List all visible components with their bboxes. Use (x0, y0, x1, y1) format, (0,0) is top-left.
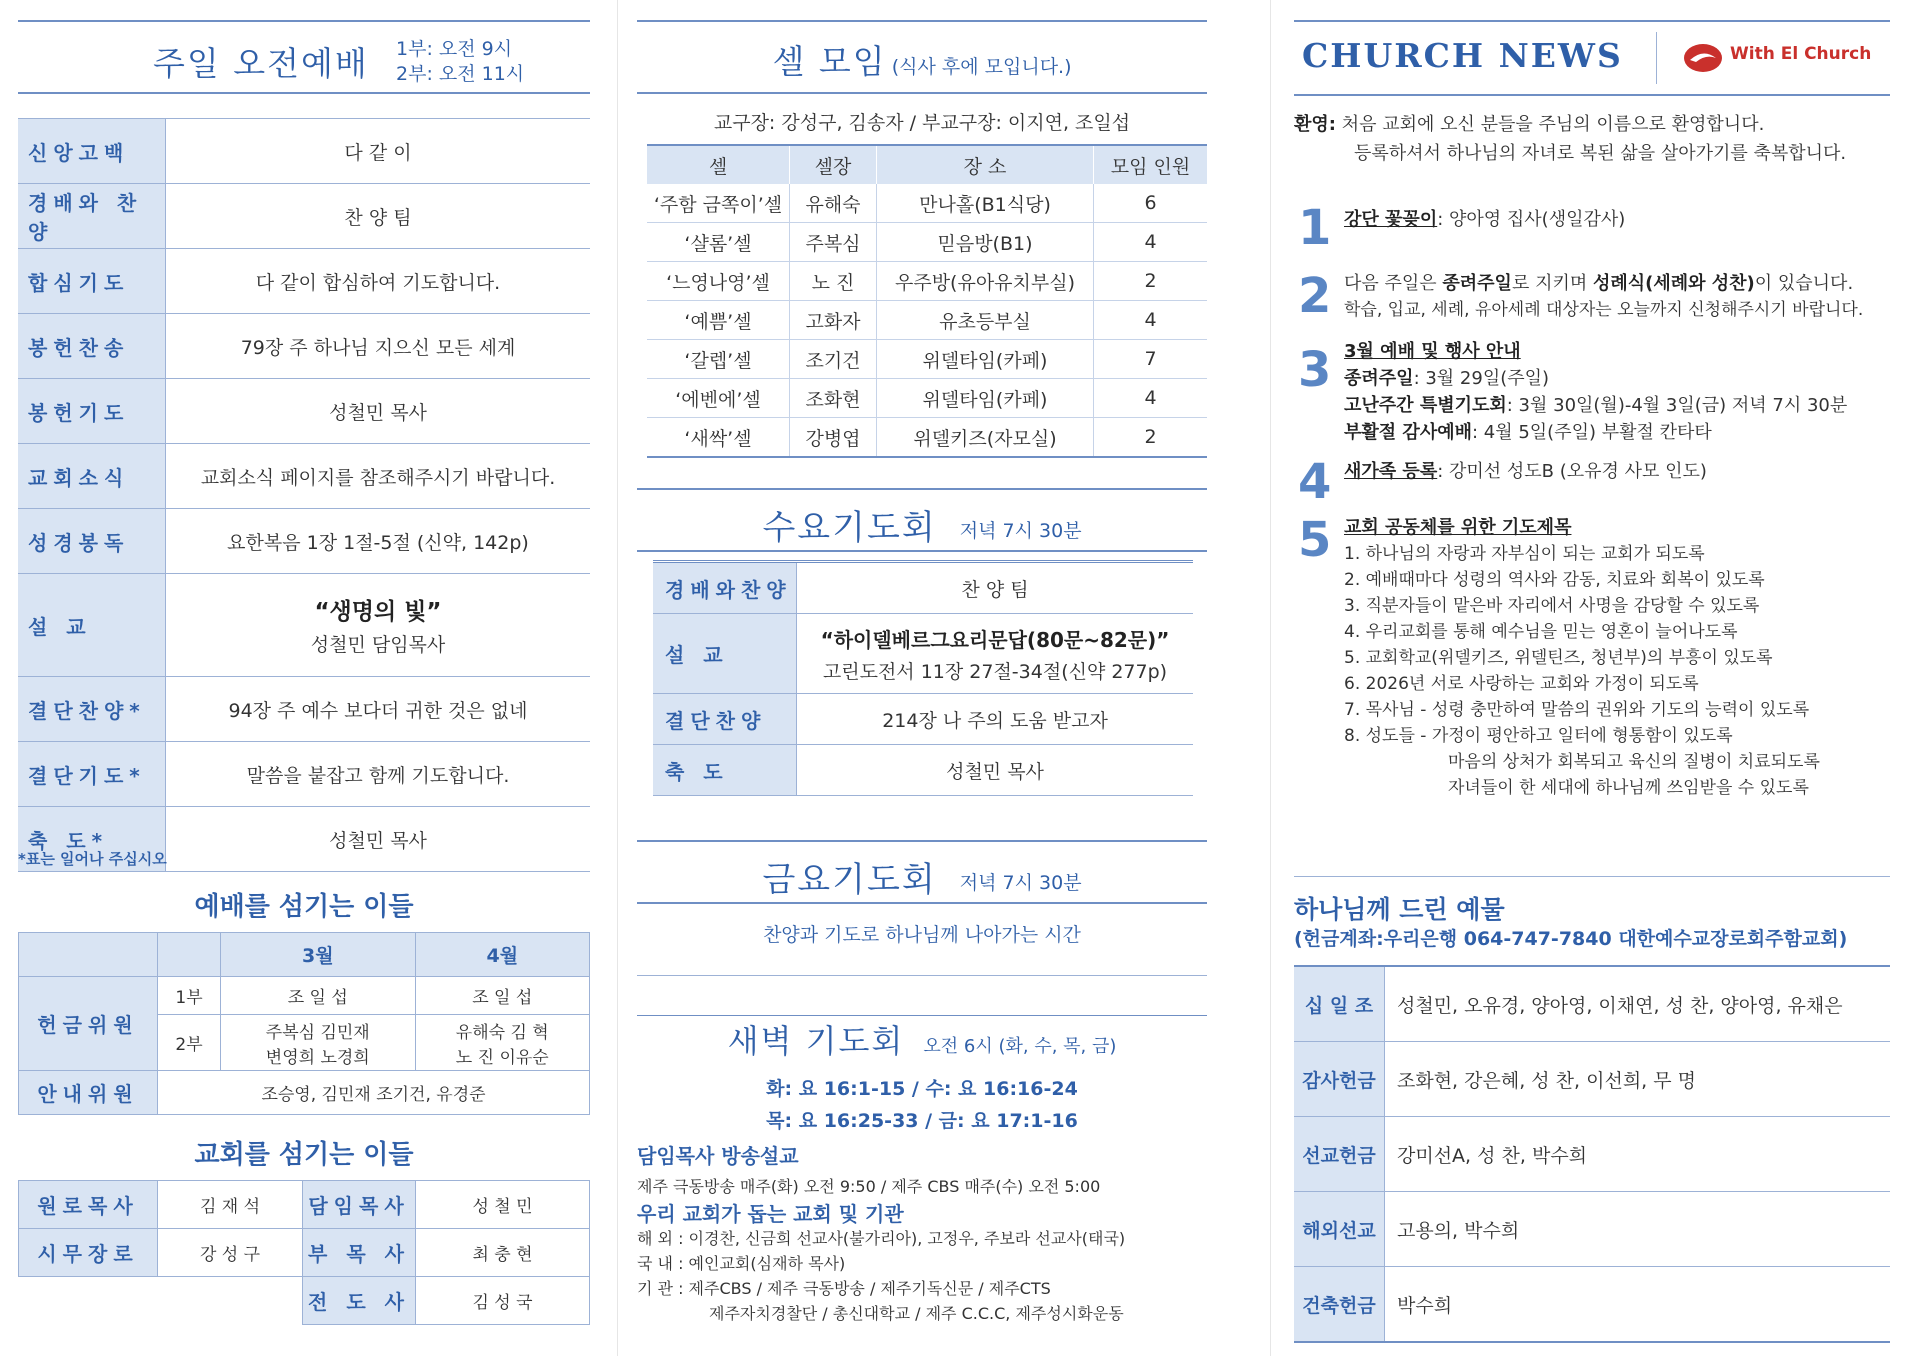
order-of-worship (18, 118, 590, 872)
welcome-text: 등록하셔서 하나님의 자녀로 복된 삶을 살아가기를 축복합니다. (1354, 143, 1847, 164)
wed-sermon-title: “하이델베르그요리문답(80문~82문)” (820, 627, 1170, 652)
order-label: 신앙고백 (18, 119, 166, 184)
news-number: 4 (1298, 454, 1332, 510)
server-names (221, 1015, 416, 1071)
table-row (647, 184, 1207, 223)
news-number: 3 (1298, 342, 1332, 398)
news-number: 5 (1298, 512, 1332, 568)
cell-leader: 고화자 (790, 301, 877, 340)
table-row (647, 301, 1207, 340)
cell-meeting-title: 셀 모임 (772, 42, 887, 81)
news-body (1344, 458, 1890, 485)
welcome-text: 처음 교회에 오신 분들을 주님의 이름으로 환영합니다. (1341, 114, 1765, 135)
prayer-item: 2. 예배때마다 성령의 역사와 감동, 치료와 회복이 있도록 (1344, 570, 1765, 590)
table-row (647, 262, 1207, 301)
friday-prayer-header (637, 840, 1207, 904)
server-name: 노 진 이유순 (455, 1047, 549, 1068)
wed-label: 축 도 (653, 745, 797, 796)
news-bold: 부활절 감사예배 (1344, 422, 1472, 443)
prayer-item: 5. 교회학교(위델키즈, 위델틴즈, 청년부)의 부흥이 있도록 (1344, 648, 1773, 668)
meetings-column (637, 0, 1207, 1356)
prayer-item: 1. 하나님의 자랑과 자부심이 되는 교회가 되도록 (1344, 544, 1705, 564)
role-label: 담임목사 (303, 1181, 416, 1229)
column-divider (617, 0, 618, 1356)
friday-prayer-time: 저녁 7시 30분 (959, 872, 1082, 894)
dawn-passage-line: 화: 요 16:1-15 / 수: 요 16:16-24 (766, 1078, 1078, 1100)
month-header: 3월 (221, 933, 416, 977)
wed-sermon (797, 614, 1194, 694)
order-label: 합심기도 (18, 249, 166, 314)
welcome-message (1294, 110, 1890, 168)
wednesday-prayer-table (653, 560, 1193, 796)
cell-place: 위델키즈(자모실) (877, 418, 1094, 458)
offering-names: 박수희 (1385, 1267, 1891, 1343)
order-label: 결단찬양* (18, 677, 166, 742)
server-name: 주복심 김민재 (265, 1022, 370, 1043)
table-row (647, 379, 1207, 418)
dawn-prayer-time: 오전 6시 (화, 수, 목, 금) (923, 1036, 1117, 1057)
cell-count: 6 (1094, 184, 1208, 223)
standing-note: *표는 일어나 주십시오 (18, 850, 167, 868)
role-label: 전 도 사 (303, 1277, 416, 1325)
support-line: 제주자치경찰단 / 총신대학교 / 제주 C.C.C, 제주성시화운동 (709, 1304, 1124, 1323)
news-line (1344, 392, 1890, 419)
welcome-label: 환영: (1294, 114, 1336, 135)
divider-line (637, 975, 1207, 976)
order-label: 교회소식 (18, 444, 166, 509)
servers-blank (19, 933, 158, 977)
wed-label: 경배와찬양 (653, 562, 797, 614)
news-body (1344, 270, 1890, 324)
role-label: 부 목 사 (303, 1229, 416, 1277)
news-text: : 3월 29일(주일) (1413, 368, 1550, 389)
order-value: 성철민 목사 (166, 807, 591, 872)
wed-label: 결단찬양 (653, 694, 797, 745)
server-name: 변영희 노경희 (265, 1047, 370, 1068)
news-bold: 강단 꽃꽂이 (1344, 209, 1438, 230)
news-line (1344, 514, 1890, 541)
servers-blank (158, 933, 221, 977)
wednesday-prayer-title: 수요기도회 (762, 508, 937, 548)
dawn-prayer-title: 새벽 기도회 (727, 1022, 905, 1060)
news-bold: 성례식(세례와 성찬) (1592, 273, 1755, 294)
church-servers-title: 교회를 섬기는 이들 (194, 1140, 414, 1170)
wed-label: 설 교 (653, 614, 797, 694)
offering-committee-label: 헌금위원 (19, 977, 158, 1071)
news-bold: 종려주일 (1344, 368, 1414, 389)
server-name: 조 일 섭 (415, 977, 589, 1015)
offering-names: 조화현, 강은혜, 성 찬, 이선희, 무 명 (1385, 1042, 1891, 1117)
sermon-preacher: 성철민 담임목사 (310, 634, 446, 656)
role-name: 성 철 민 (416, 1181, 590, 1229)
divider-line (1294, 876, 1890, 877)
offering-names: 성철민, 오유경, 양아영, 이채연, 성 찬, 양아영, 유채은 (1385, 966, 1891, 1042)
cell-place: 만나홀(B1식당) (877, 184, 1094, 223)
role-name: 강 성 구 (158, 1229, 303, 1277)
offering-account: (헌금계좌:우리은행 064-747-7840 대한예수교장로회주함교회) (1294, 928, 1848, 950)
news-body (1344, 514, 1890, 801)
offering-label: 감사헌금 (1294, 1042, 1385, 1117)
server-names (415, 1015, 589, 1071)
prayer-list (1344, 541, 1890, 801)
order-value: 찬 양 팀 (166, 184, 591, 249)
church-logo-icon (1682, 42, 1724, 74)
order-value: 말씀을 붙잡고 함께 기도합니다. (166, 742, 591, 807)
offering-names: 강미선A, 성 찬, 박수희 (1385, 1117, 1891, 1192)
order-value: 성철민 목사 (166, 379, 591, 444)
prayer-item: 7. 목사님 - 성령 충만하여 말씀의 권위와 기도의 능력이 있도록 (1344, 700, 1810, 720)
cell-count: 4 (1094, 223, 1208, 262)
order-label: 봉헌찬송 (18, 314, 166, 379)
news-line (1344, 338, 1890, 365)
offering-title: 하나님께 드린 예물 (1294, 895, 1505, 924)
usher-names: 조승영, 김민재 조기건, 유경준 (158, 1071, 590, 1115)
order-label: 설 교 (18, 574, 166, 677)
servers-table (18, 932, 590, 1115)
offering-names: 고용의, 박수희 (1385, 1192, 1891, 1267)
prayer-item: 마음의 상처가 회복되고 육신의 질병이 치료되도록 (1448, 752, 1820, 772)
order-label: 축 도* (18, 807, 166, 872)
news-text: : 강미선 성도B (오유경 사모 인도) (1437, 461, 1707, 482)
wed-sermon-ref: 고린도전서 11장 27절-34절(신약 277p) (822, 660, 1168, 683)
header-separator (1656, 32, 1657, 84)
server-name: 조 일 섭 (221, 977, 416, 1015)
news-text: 이 있습니다. (1754, 273, 1854, 294)
prayer-item: 8. 성도들 - 가정이 평안하고 일터에 형통함이 있도록 (1344, 726, 1733, 746)
order-label: 성경봉독 (18, 509, 166, 574)
service-title: 주일 오전예배 (153, 44, 369, 83)
support-line: 국 내 : 예인교회(심재하 목사) (637, 1254, 846, 1273)
church-logo-text: With El Church (1730, 44, 1872, 64)
news-body (1344, 206, 1890, 233)
support-line: 기 관 : 제주CBS / 제주 극동방송 / 제주기독신문 / 제주CTS (637, 1279, 1051, 1298)
column-divider (1270, 0, 1271, 1356)
cell-place: 위델타임(카페) (877, 340, 1094, 379)
news-column (1294, 0, 1890, 1356)
cell-name: ‘새싹’셀 (647, 418, 790, 458)
cell-leader: 노 진 (790, 262, 877, 301)
offering-table (1294, 965, 1890, 1343)
friday-prayer-title: 금요기도회 (762, 860, 937, 900)
service-part: 1부 (158, 977, 221, 1015)
prayer-item: 3. 직분자들이 맡은바 자리에서 사명을 감당할 수 있도록 (1344, 596, 1760, 616)
order-value: 요한복음 1장 1절-5절 (신약, 142p) (166, 509, 591, 574)
news-line (1344, 270, 1890, 297)
news-text: : 3월 30일(월)-4월 3일(금) 저녁 7시 30분 (1506, 395, 1848, 416)
news-bold: 종려주일 (1442, 273, 1512, 294)
prayer-item: 4. 우리교회를 통해 예수님을 믿는 영혼이 늘어나도록 (1344, 622, 1738, 642)
table-row (647, 223, 1207, 262)
cell-meeting-header (637, 20, 1207, 94)
order-value: 94장 주 예수 보다더 귀한 것은 없네 (166, 677, 591, 742)
prayer-item: 6. 2026년 서로 사랑하는 교회와 가정이 되도록 (1344, 674, 1699, 694)
support-title: 우리 교회가 돕는 교회 및 기관 (637, 1202, 904, 1226)
wed-value: 214장 나 주의 도움 받고자 (797, 694, 1194, 745)
role-label: 시무장로 (19, 1229, 158, 1277)
friday-prayer-text: 찬양과 기도로 하나님께 나아가는 시간 (763, 924, 1081, 946)
news-body (1344, 338, 1890, 446)
news-text: 로 지키며 (1511, 273, 1593, 294)
order-label: 봉헌기도 (18, 379, 166, 444)
service-header (18, 20, 590, 94)
offering-label: 해외선교 (1294, 1192, 1385, 1267)
church-news-title: CHURCH NEWS (1302, 36, 1623, 75)
cell-name: ‘샬롬’셀 (647, 223, 790, 262)
news-line (1344, 365, 1890, 392)
cell-leader: 조화현 (790, 379, 877, 418)
order-value: 79장 주 하나님 지으신 모든 세계 (166, 314, 591, 379)
blank-cell (19, 1277, 158, 1325)
cell-count: 4 (1094, 379, 1208, 418)
cell-name: ‘에벤에’셀 (647, 379, 790, 418)
role-name: 김 성 국 (416, 1277, 590, 1325)
cell-name: ‘느영나영’셀 (647, 262, 790, 301)
news-text: : 양아영 집사(생일감사) (1437, 209, 1626, 230)
cell-col-header: 모임 인원 (1094, 145, 1208, 184)
news-line: 학습, 입교, 세례, 유아세례 대상자는 오늘까지 신청해주시기 바랍니다. (1344, 300, 1864, 320)
servers-title: 예배를 섬기는 이들 (194, 892, 414, 922)
worship-column (18, 0, 590, 1356)
prayer-item: 자녀들이 한 세대에 하나님께 쓰임받을 수 있도록 (1448, 778, 1809, 798)
cell-name: ‘갈렙’셀 (647, 340, 790, 379)
church-servers-table (18, 1180, 590, 1325)
blank-cell (158, 1277, 303, 1325)
role-name: 김 재 석 (158, 1181, 303, 1229)
cell-place: 위델타임(카페) (877, 379, 1094, 418)
broadcast-info: 제주 극동방송 매주(화) 오전 9:50 / 제주 CBS 매주(수) 오전 5:00 (637, 1177, 1101, 1196)
order-value: 다 같이 합심하여 기도합니다. (166, 249, 591, 314)
wed-value: 찬 양 팀 (797, 562, 1194, 614)
broadcast-title: 담임목사 방송설교 (637, 1144, 799, 1168)
news-bold: 새가족 등록 (1344, 461, 1438, 482)
dawn-prayer-header (637, 1015, 1207, 1062)
cell-name: ‘주함 금쪽이’셀 (647, 184, 790, 223)
month-header: 4월 (415, 933, 589, 977)
order-label: 결단기도* (18, 742, 166, 807)
cell-count: 7 (1094, 340, 1208, 379)
church-news-header (1294, 20, 1890, 96)
wed-value: 성철민 목사 (797, 745, 1194, 796)
news-bold: 고난주간 특별기도회 (1344, 395, 1507, 416)
cell-name: ‘예쁨’셀 (647, 301, 790, 340)
order-label: 경배와 찬양 (18, 184, 166, 249)
offering-label: 건축헌금 (1294, 1267, 1385, 1343)
cell-col-header: 셀장 (790, 145, 877, 184)
welcome-line (1294, 110, 1890, 139)
cell-count: 2 (1094, 262, 1208, 301)
dawn-passage-line: 목: 요 16:25-33 / 금: 요 17:1-16 (766, 1110, 1078, 1132)
news-number: 2 (1298, 268, 1332, 324)
service-times (396, 37, 524, 87)
sermon-title: “생명의 빛” (314, 599, 442, 625)
usher-label: 안내위원 (19, 1071, 158, 1115)
cell-place: 유초등부실 (877, 301, 1094, 340)
news-bold: 교회 공동체를 위한 기도제목 (1344, 517, 1572, 538)
cell-count: 4 (1094, 301, 1208, 340)
service-part: 2부 (158, 1015, 221, 1071)
cell-place: 우주방(유아유치부실) (877, 262, 1094, 301)
cell-col-header: 장 소 (877, 145, 1094, 184)
news-text: : 4월 5일(주일) 부활절 칸타타 (1471, 422, 1712, 443)
order-value: 교회소식 페이지를 참조해주시기 바랍니다. (166, 444, 591, 509)
offering-label: 십 일 조 (1294, 966, 1385, 1042)
offering-label: 선교헌금 (1294, 1117, 1385, 1192)
news-text: 다음 주일은 (1344, 273, 1443, 294)
role-name: 최 충 현 (416, 1229, 590, 1277)
service-time-1: 1부: 오전 9시 (396, 38, 513, 60)
sermon-cell (166, 574, 591, 677)
cell-table (647, 144, 1207, 458)
wednesday-prayer-time: 저녁 7시 30분 (959, 520, 1082, 542)
order-value: 다 같 이 (166, 119, 591, 184)
cell-meeting-subtitle: (식사 후에 모입니다.) (891, 56, 1072, 78)
table-row (647, 418, 1207, 458)
service-time-2: 2부: 오전 11시 (396, 63, 525, 85)
cell-leader: 강병엽 (790, 418, 877, 458)
cell-leader: 유해숙 (790, 184, 877, 223)
news-bold: 3월 예배 및 행사 안내 (1344, 341, 1521, 362)
cell-count: 2 (1094, 418, 1208, 458)
server-name: 유해숙 김 혁 (455, 1022, 549, 1043)
wednesday-prayer-header (637, 488, 1207, 552)
cell-col-header: 셀 (647, 145, 790, 184)
support-line: 해 외 : 이경찬, 신금희 선교사(불가리아), 고정우, 주보라 선교사(태국) (637, 1229, 1126, 1248)
news-line (1344, 419, 1890, 446)
cell-place: 믿음방(B1) (877, 223, 1094, 262)
cell-leader: 조기건 (790, 340, 877, 379)
news-number: 1 (1298, 200, 1332, 256)
district-leaders: 교구장: 강성구, 김송자 / 부교구장: 이지연, 조일섭 (713, 112, 1131, 134)
cell-leader: 주복심 (790, 223, 877, 262)
table-row (647, 340, 1207, 379)
role-label: 원로목사 (19, 1181, 158, 1229)
